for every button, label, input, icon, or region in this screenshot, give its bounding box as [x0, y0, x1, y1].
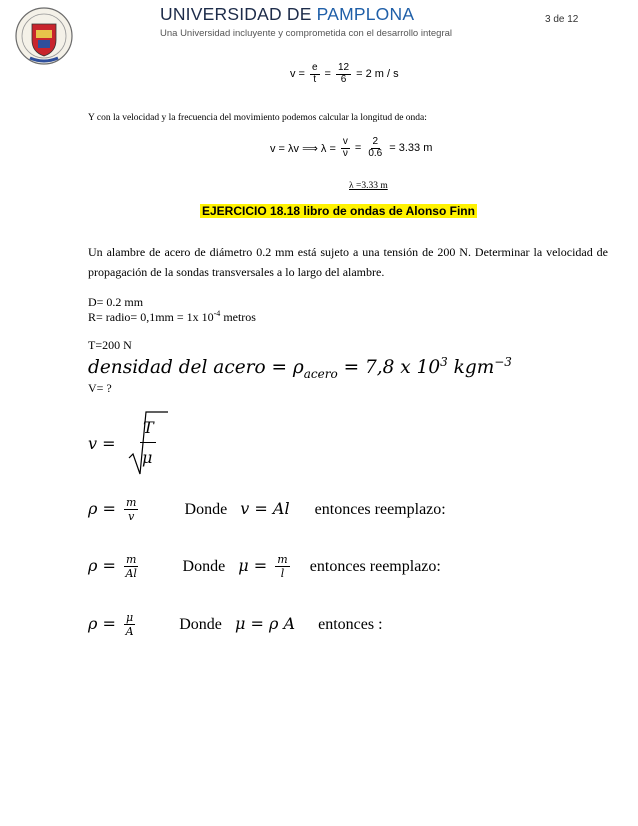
row3-num: μ — [126, 611, 134, 624]
radius-prefix: R= radio= 0,1mm = 1x 10 — [88, 310, 214, 324]
density-text: densidad del acero = ρ — [88, 357, 304, 379]
given-radius — [88, 309, 256, 325]
density-unit: kgm — [447, 357, 495, 379]
vsqrt-num: T — [143, 418, 154, 437]
eq2-num2: 2 — [372, 136, 379, 147]
eq2-lhs: v = λv ⟹ λ = — [270, 142, 336, 155]
vsqrt-den: μ — [142, 448, 153, 467]
university-title — [160, 4, 414, 25]
row1-expr: v = Al — [240, 499, 290, 518]
eq2-den2: 0.6 — [368, 147, 383, 159]
row3-frac — [124, 611, 135, 638]
lambda-result-text: λ =3.33 m — [349, 181, 388, 191]
title-part1: UNIVERSIDAD DE — [160, 4, 312, 24]
row2-expr-frac — [275, 553, 289, 580]
row1-donde: Donde — [184, 501, 228, 518]
radius-exponent: -4 — [213, 309, 221, 318]
density-row-3 — [88, 611, 383, 638]
density-unit-exp: −3 — [494, 355, 512, 369]
row2-frac — [124, 553, 138, 580]
eq1-den2: 6 — [340, 73, 347, 85]
vsqrt-fraction-bar — [140, 442, 156, 443]
eq1-lhs: v = — [290, 68, 305, 80]
row3-lhs: ρ = — [88, 614, 116, 633]
page-number: 3 de 12 — [545, 14, 579, 25]
eq2-den1: ν — [342, 147, 348, 159]
eq1-den1: t — [313, 73, 317, 85]
eq2-result: = 3.33 m — [389, 142, 433, 154]
row3-donde: Donde — [179, 616, 222, 633]
row1-tail: entonces reemplazo: — [314, 501, 446, 518]
density-exp: 3 — [440, 355, 448, 369]
eq2-eq: = — [354, 142, 362, 154]
row2-lhs: ρ = — [88, 556, 116, 575]
given-velocity-unknown: V= ? — [88, 381, 112, 395]
lambda-result — [349, 181, 388, 191]
row2-expr-den: l — [280, 567, 285, 580]
row1-lhs: ρ = — [88, 499, 116, 518]
density-row-2 — [88, 553, 441, 580]
given-diameter: D= 0.2 mm — [88, 295, 144, 309]
wavelength-equation — [270, 137, 432, 159]
paragraph-wavelength: Y con la velocidad y la frecuencia del movimiento podemos calcular la longitud de onda: — [88, 113, 427, 123]
row2-expr-lhs: μ = — [238, 556, 268, 575]
university-shield-logo — [14, 6, 74, 66]
density-value: = 7,8 x 10 — [337, 357, 441, 379]
eq2-frac1 — [341, 137, 350, 159]
row2-den: Al — [125, 567, 137, 580]
row2-donde: Donde — [182, 558, 226, 575]
eq1-frac1 — [310, 63, 320, 85]
eq2-frac2 — [366, 137, 384, 159]
row2-expr-num: m — [277, 553, 288, 566]
row1-num: m — [126, 496, 137, 509]
given-tension: T=200 N — [88, 338, 132, 352]
velocity-equation — [290, 63, 399, 85]
eq1-frac2 — [336, 63, 351, 85]
row1-den: v — [128, 510, 135, 523]
row2-tail: entonces reemplazo: — [309, 558, 441, 575]
title-part2: PAMPLONA — [316, 4, 415, 24]
problem-statement: Un alambre de acero de diámetro 0.2 mm está sujeto a una tensión de 200 N. Determinar la velocidad de propagación de la sondas transversales a lo largo del alambre. — [88, 245, 608, 279]
eq1-num1: e — [311, 62, 318, 73]
row3-den: A — [125, 625, 134, 638]
eq1-result: = 2 m / s — [356, 68, 399, 80]
density-sub: acero — [303, 366, 338, 381]
eq1-num2: 12 — [337, 62, 350, 73]
university-subtitle: Una Universidad incluyente y comprometida con el desarrollo integral — [160, 28, 453, 39]
density-equation — [88, 355, 512, 381]
density-row-1 — [88, 496, 446, 523]
row2-num: m — [126, 553, 137, 566]
row1-frac — [124, 496, 138, 523]
eq1-eq: = — [324, 68, 331, 80]
row3-expr: μ = ρ A — [235, 614, 296, 633]
velocity-sqrt-formula — [88, 410, 178, 480]
vsqrt-lhs: v = — [88, 434, 116, 453]
exercise-title: EJERCICIO 18.18 libro de ondas de Alonso Finn — [202, 204, 475, 218]
radius-suffix: metros — [220, 310, 256, 324]
row3-tail: entonces : — [318, 616, 383, 633]
eq2-num1: v — [342, 136, 348, 147]
